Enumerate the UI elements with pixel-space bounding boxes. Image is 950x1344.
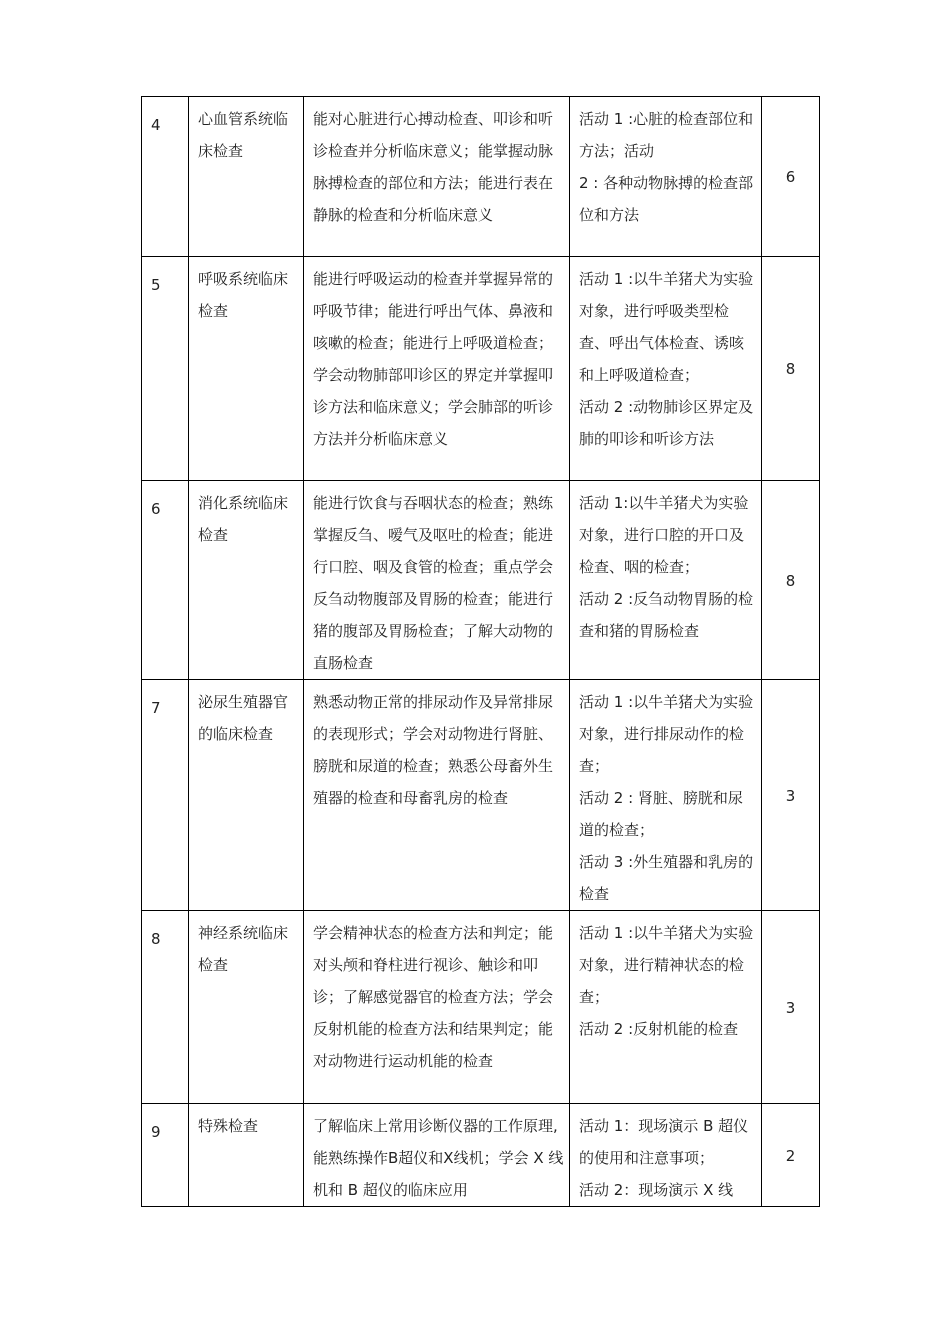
learning-goals: 能对心脏进行心搏动检查、叩诊和听诊检查并分析临床意义；能掌握动脉脉搏检查的部位和方法；能进行表在静脉的检查和分析临床意义 <box>304 97 570 257</box>
module-name: 呼吸系统临床检查 <box>189 257 304 481</box>
activity-line: 活动 1 :心脏的检查部位和方法；活动 <box>579 110 754 160</box>
activities <box>570 911 762 1104</box>
row-number: 7 <box>142 680 189 911</box>
learning-goals: 熟悉动物正常的排尿动作及异常排尿的表现形式；学会对动物进行肾脏、膀胱和尿道的检查；熟悉公母畜外生殖器的检查和母畜乳房的检查 <box>304 680 570 911</box>
learning-goals: 学会精神状态的检查方法和判定；能对头颅和脊柱进行视诊、触诊和叩诊；了解感觉器官的检查方法；学会反射机能的检查方法和结果判定；能对动物进行运动机能的检查 <box>304 911 570 1104</box>
activities <box>570 97 762 257</box>
learning-goals: 了解临床上常用诊断仪器的工作原理,能熟练操作B超仪和X线机；学会 X 线机和 B 超仪的临床应用 <box>304 1104 570 1207</box>
activity-line: 活动 2 :反射机能的检查 <box>579 1020 739 1038</box>
activities <box>570 1104 762 1207</box>
activity-line: 活动 2 :动物肺诊区界定及肺的叩诊和听诊方法 <box>579 398 754 448</box>
table-row <box>142 481 820 680</box>
module-name: 神经系统临床检查 <box>189 911 304 1104</box>
hours: 2 <box>762 1104 820 1207</box>
activities <box>570 680 762 911</box>
row-number: 5 <box>142 257 189 481</box>
activity-line: 活动 1 :以牛羊猪犬为实验对象，进行呼吸类型检查、呼出气体检查、诱咳和上呼吸道检查； <box>579 270 754 384</box>
activity-line: 活动 2 : 肾脏、膀胱和尿道的检查； <box>579 789 743 839</box>
learning-goals: 能进行呼吸运动的检查并掌握异常的呼吸节律；能进行呼出气体、鼻液和咳嗽的检查；能进行上呼吸道检查；学会动物肺部叩诊区的界定并掌握叩诊方法和临床意义；学会肺部的听诊方法并分析临床意义 <box>304 257 570 481</box>
activities <box>570 257 762 481</box>
row-number: 9 <box>142 1104 189 1207</box>
row-number: 8 <box>142 911 189 1104</box>
module-name: 心血管系统临床检查 <box>189 97 304 257</box>
module-name: 消化系统临床检查 <box>189 481 304 680</box>
activity-line: 活动 1:以牛羊猪犬为实验对象，进行口腔的开口及检查、咽的检查； <box>579 494 749 576</box>
activity-line: 2 : 各种动物脉搏的检查部位和方法 <box>579 174 754 224</box>
table-row <box>142 680 820 911</box>
course-table <box>141 96 820 1207</box>
table-row <box>142 97 820 257</box>
hours: 6 <box>762 97 820 257</box>
row-number: 4 <box>142 97 189 257</box>
hours: 8 <box>762 481 820 680</box>
activity-line: 活动 1：现场演示 B 超仪的使用和注意事项； <box>579 1117 749 1167</box>
module-name: 特殊检查 <box>189 1104 304 1207</box>
activity-line: 活动 2 :反刍动物胃肠的检查和猪的胃肠检查 <box>579 590 754 640</box>
table-row <box>142 1104 820 1207</box>
row-number: 6 <box>142 481 189 680</box>
activity-line: 活动 3 :外生殖器和乳房的检查 <box>579 853 754 903</box>
module-name: 泌尿生殖器官的临床检查 <box>189 680 304 911</box>
activity-line: 活动 1 :以牛羊猪犬为实验对象，进行排尿动作的检查； <box>579 693 754 775</box>
hours: 3 <box>762 911 820 1104</box>
activities <box>570 481 762 680</box>
hours: 3 <box>762 680 820 911</box>
table-row <box>142 257 820 481</box>
activity-line: 活动 1 :以牛羊猪犬为实验对象，进行精神状态的检查； <box>579 924 754 1006</box>
activity-line: 活动 2：现场演示 X 线 <box>579 1181 734 1199</box>
learning-goals: 能进行饮食与吞咽状态的检查；熟练掌握反刍、嗳气及呕吐的检查；能进行口腔、咽及食管的检查；重点学会反刍动物腹部及胃肠的检查；能进行猪的腹部及胃肠检查；了解大动物的直肠检查 <box>304 481 570 680</box>
table-row <box>142 911 820 1104</box>
hours: 8 <box>762 257 820 481</box>
